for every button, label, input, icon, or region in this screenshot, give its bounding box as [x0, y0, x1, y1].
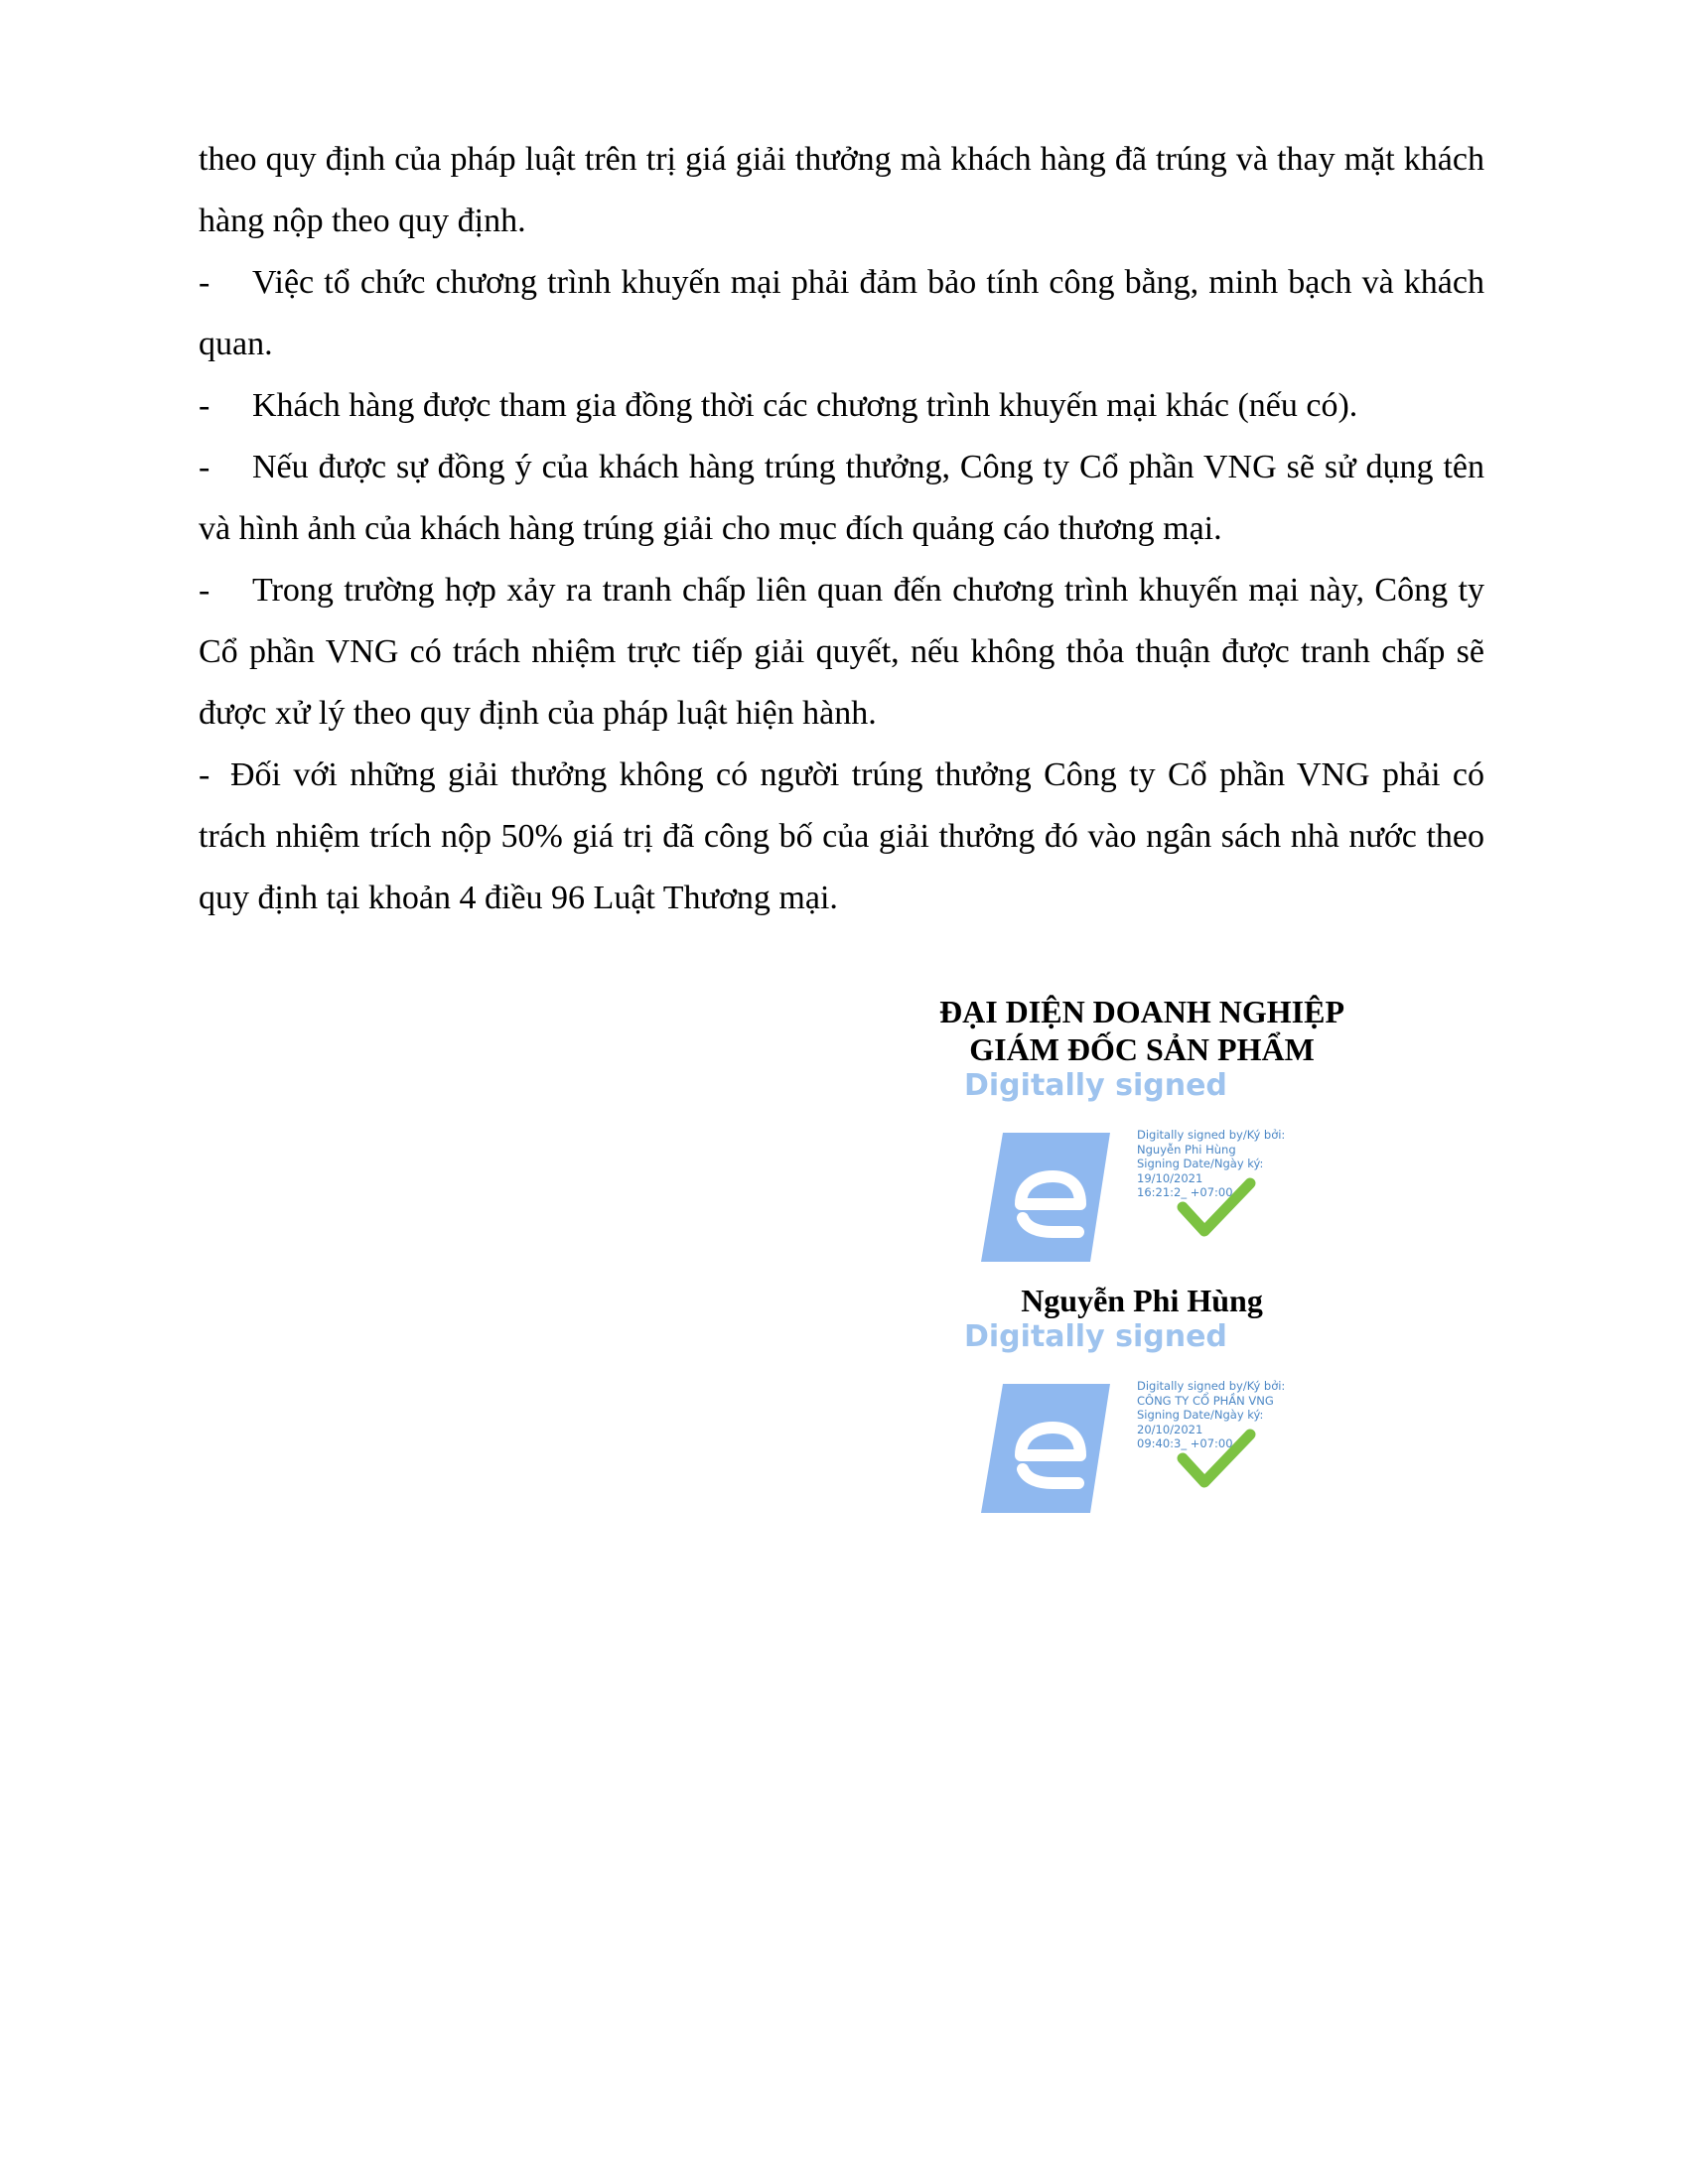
list-item-text: Trong trường hợp xảy ra tranh chấp liên quan đến chương trình khuyến mại này, Công ty Cổ phần VNG có trách nhiệm trực tiếp giải quyết, nếu không thỏa thuận được tranh chấp sẽ được xử lý theo quy định của pháp luật hiện hành. [199, 572, 1484, 732]
checkmark-icon [1177, 1177, 1256, 1239]
list-item-text: Việc tổ chức chương trình khuyến mại phải đảm bảo tính công bằng, minh bạch và khách quan. [199, 264, 1484, 362]
stamp-signed-by-label: Digitally signed by/Ký bởi: [1137, 1128, 1286, 1142]
e-logo-icon [981, 1384, 1110, 1513]
list-item [199, 252, 1484, 375]
paragraph-continuation [199, 129, 1484, 252]
stamp-title: Digitally signed [964, 1068, 1227, 1103]
signature-role-line-1: ĐẠI DIỆN DOANH NGHIỆP [938, 994, 1345, 1029]
list-bullet: - [199, 572, 211, 609]
signer-name: Nguyễn Phi Hùng [1021, 1283, 1263, 1318]
list-item [199, 437, 1484, 560]
stamp-time: 09:40:3_ +07:00 [1137, 1436, 1233, 1450]
checkmark-icon [1177, 1429, 1256, 1490]
list-item-text: Khách hàng được tham gia đồng thời các chương trình khuyến mại khác (nếu có). [252, 387, 1358, 424]
list-item [199, 745, 1484, 929]
stamp-date-label: Signing Date/Ngày ký: [1137, 1408, 1264, 1422]
list-item-text: Nếu được sự đồng ý của khách hàng trúng thưởng, Công ty Cổ phần VNG sẽ sử dụng tên và hình ảnh của khách hàng trúng giải cho mục đích quảng cáo thương mại. [199, 449, 1484, 547]
e-logo-icon [981, 1133, 1110, 1262]
digital-signature-stamp [894, 1319, 1390, 1533]
stamp-date: 19/10/2021 [1137, 1170, 1203, 1185]
stamp-signed-by: CÔNG TY CỔ PHẦN VNG [1137, 1393, 1274, 1408]
signature-block [894, 993, 1390, 1533]
stamp-signed-by-label: Digitally signed by/Ký bởi: [1137, 1379, 1286, 1393]
list-bullet: - [199, 387, 211, 424]
stamp-title: Digitally signed [964, 1319, 1227, 1354]
stamp-date-label: Signing Date/Ngày ký: [1137, 1157, 1264, 1170]
list-item [199, 375, 1484, 437]
stamp-signed-by: Nguyễn Phi Hùng [1137, 1142, 1236, 1157]
signature-role-line-2: GIÁM ĐỐC SẢN PHẨM [969, 1031, 1315, 1067]
digital-signature-stamp [894, 1068, 1390, 1282]
list-bullet: - [199, 756, 211, 793]
list-item [199, 560, 1484, 745]
list-bullet: - [199, 449, 211, 485]
list-item-text: Đối với những giải thưởng không có người trúng thưởng Công ty Cổ phần VNG phải có trách nhiệm trích nộp 50% giá trị đã công bố của giải thưởng đó vào ngân sách nhà nước theo quy định tại khoản 4 điều 96 Luật Thương mại. [199, 756, 1484, 916]
document-body [199, 129, 1484, 929]
list-bullet: - [199, 264, 211, 301]
stamp-time: 16:21:2_ +07:00 [1137, 1185, 1233, 1199]
stamp-date: 20/10/2021 [1137, 1422, 1203, 1436]
paragraph-text: theo quy định của pháp luật trên trị giá giải thưởng mà khách hàng đã trúng và thay mặt khách hàng nộp theo quy định. [199, 141, 1484, 239]
